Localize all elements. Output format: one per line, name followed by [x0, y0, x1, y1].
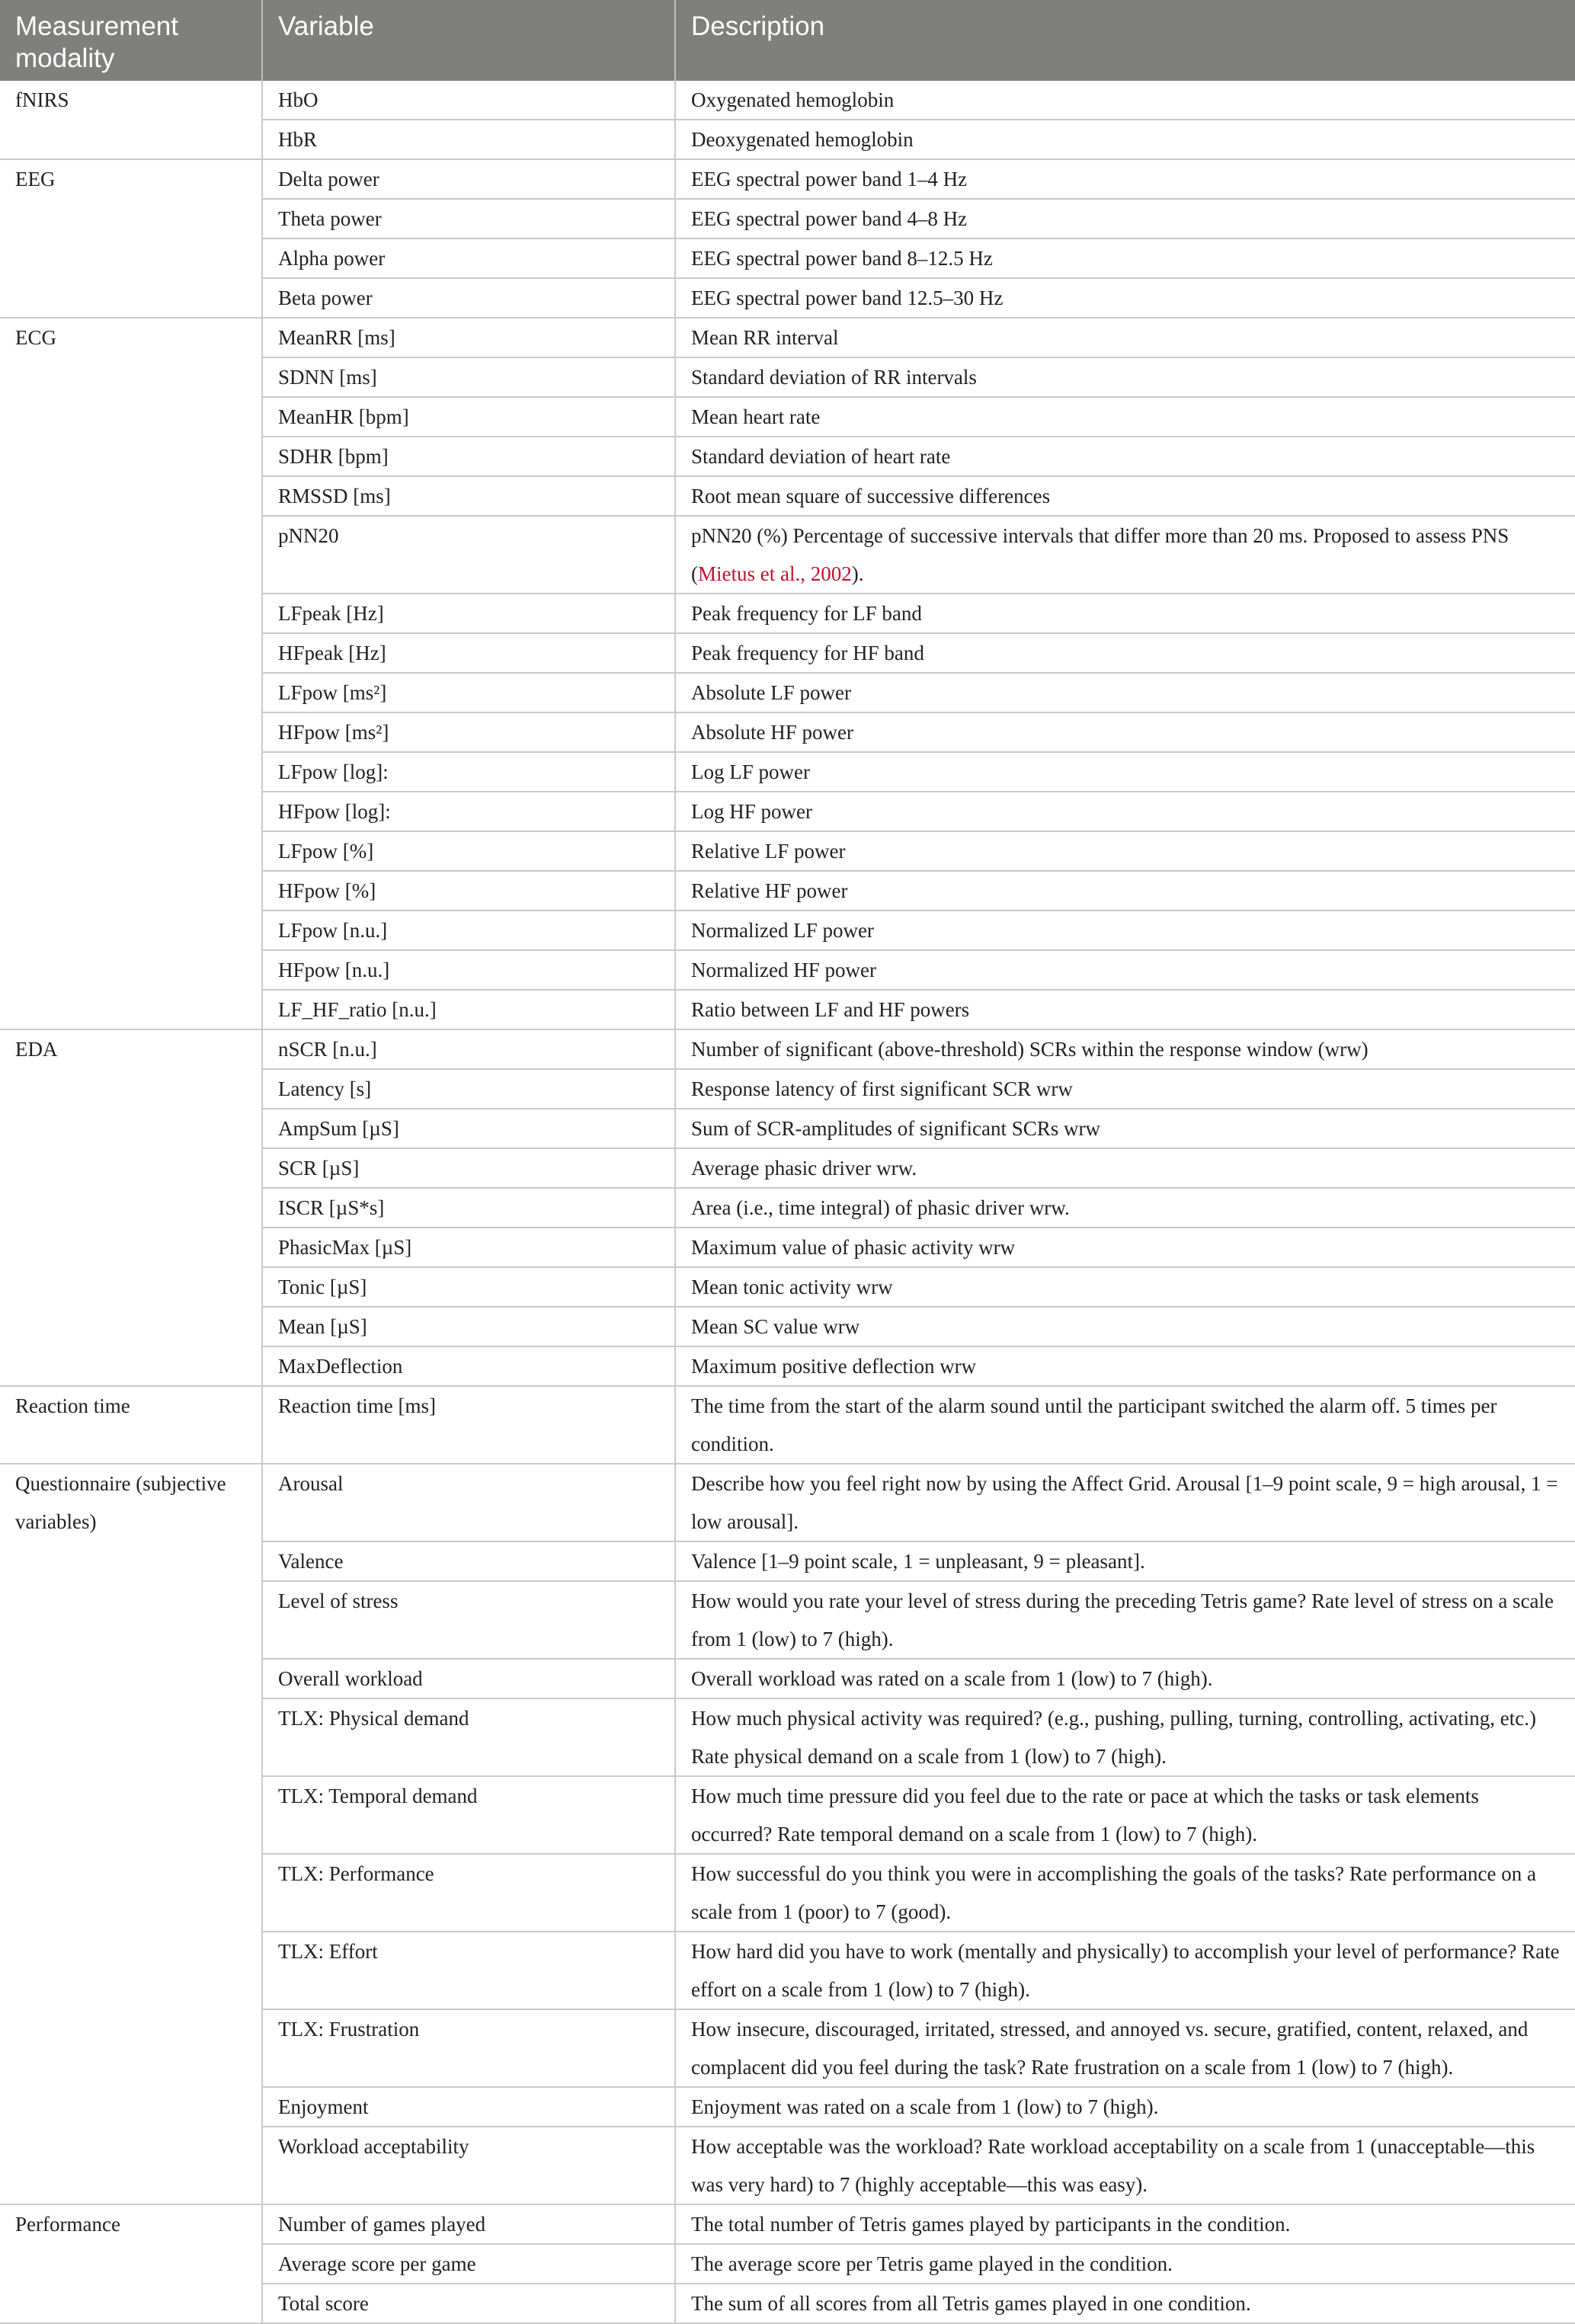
description-text: Response latency of first significant SCR wrw — [691, 1077, 1073, 1100]
description-cell — [675, 199, 1575, 238]
description-text: EEG spectral power band 1–4 Hz — [691, 168, 968, 190]
variable-cell: LFpow [ms²] — [262, 673, 675, 712]
description-text: Relative LF power — [691, 840, 846, 863]
variable-cell: HbO — [262, 81, 675, 120]
variable-cell: Delta power — [262, 159, 675, 199]
variable-cell: LFpow [log]: — [262, 752, 675, 792]
description-text: Mean RR interval — [691, 326, 839, 349]
header-variable: Variable — [262, 0, 675, 81]
description-cell — [675, 633, 1575, 673]
description-text: Describe how you feel right now by using the Affect Grid. Arousal [1–9 point scale, 9 = high arousal, 1 = low arousal]. — [691, 1472, 1558, 1533]
description-cell — [675, 437, 1575, 476]
description-text: Ratio between LF and HF powers — [691, 998, 970, 1021]
description-text-after: ). — [851, 562, 864, 585]
description-cell — [675, 1386, 1575, 1464]
description-cell — [675, 2284, 1575, 2323]
description-text: How successful do you think you were in accomplishing the goals of the tasks? Rate performance on a scale from 1 (poor) to 7 (good). — [691, 1862, 1536, 1923]
variable-cell: PhasicMax [µS] — [262, 1228, 675, 1267]
table-row — [0, 1386, 1575, 1464]
variable-cell: Average score per game — [262, 2244, 675, 2284]
description-text: Enjoyment was rated on a scale from 1 (low) to 7 (high). — [691, 2095, 1159, 2118]
variable-cell: HFpeak [Hz] — [262, 633, 675, 673]
table-row — [0, 2204, 1575, 2244]
description-cell — [675, 238, 1575, 278]
variable-cell: Mean [µS] — [262, 1307, 675, 1346]
description-text: EEG spectral power band 8–12.5 Hz — [691, 247, 993, 270]
description-text: Log LF power — [691, 760, 810, 783]
description-cell — [675, 1932, 1575, 2009]
description-text: Relative HF power — [691, 879, 848, 902]
variable-cell: Arousal — [262, 1464, 675, 1541]
description-text: How hard did you have to work (mentally and physically) to accomplish your level of performance? Rate effort on a scale from 1 (low) to 7 (high). — [691, 1940, 1560, 2001]
description-text: Average phasic driver wrw. — [691, 1157, 917, 1180]
description-text: Peak frequency for LF band — [691, 602, 922, 625]
description-cell — [675, 1464, 1575, 1541]
variable-cell: Theta power — [262, 199, 675, 238]
variable-cell: ISCR [µS*s] — [262, 1188, 675, 1228]
variable-cell: Total score — [262, 2284, 675, 2323]
description-text: Number of significant (above-threshold) SCRs within the response window (wrw) — [691, 1038, 1369, 1061]
variable-cell: Alpha power — [262, 238, 675, 278]
variable-cell: Number of games played — [262, 2204, 675, 2244]
description-text: Maximum positive deflection wrw — [691, 1355, 977, 1378]
variable-cell: TLX: Temporal demand — [262, 1776, 675, 1854]
modality-cell: EDA — [0, 1029, 262, 1386]
description-text: pNN20 (%) Percentage of successive intervals that differ more than 20 ms. Proposed to assess PNS ( — [691, 524, 1509, 585]
variable-cell: LFpeak [Hz] — [262, 594, 675, 633]
description-cell — [675, 871, 1575, 911]
table-header — [0, 0, 1575, 81]
description-text: EEG spectral power band 12.5–30 Hz — [691, 286, 1004, 309]
variable-cell: MaxDeflection — [262, 1346, 675, 1386]
description-cell — [675, 159, 1575, 199]
description-text: Oxygenated hemoglobin — [691, 88, 895, 111]
description-cell — [675, 831, 1575, 871]
description-cell — [675, 1659, 1575, 1698]
description-cell — [675, 1109, 1575, 1148]
description-cell — [675, 397, 1575, 437]
variable-cell: HbR — [262, 120, 675, 159]
description-cell — [675, 2244, 1575, 2284]
modality-cell: Reaction time — [0, 1386, 262, 1464]
variable-cell: nSCR [n.u.] — [262, 1029, 675, 1069]
description-cell — [675, 1228, 1575, 1267]
variable-cell: Overall workload — [262, 1659, 675, 1698]
variable-cell: TLX: Frustration — [262, 2009, 675, 2087]
description-cell — [675, 120, 1575, 159]
variable-cell: SDHR [bpm] — [262, 437, 675, 476]
description-text: The sum of all scores from all Tetris games played in one condition. — [691, 2292, 1251, 2315]
description-cell — [675, 1541, 1575, 1581]
description-cell — [675, 516, 1575, 594]
variable-cell: MeanRR [ms] — [262, 318, 675, 357]
description-cell — [675, 1698, 1575, 1776]
description-cell — [675, 2009, 1575, 2087]
description-text: EEG spectral power band 4–8 Hz — [691, 207, 968, 230]
variable-cell: HFpow [log]: — [262, 792, 675, 831]
description-cell — [675, 2087, 1575, 2127]
description-cell — [675, 1307, 1575, 1346]
variable-cell: Latency [s] — [262, 1069, 675, 1109]
variable-cell: Enjoyment — [262, 2087, 675, 2127]
description-text: How much physical activity was required? (e.g., pushing, pulling, turning, controlling, activating, etc.) Rate physical demand on a scale from 1 (low) to 7 (high). — [691, 1707, 1536, 1768]
description-cell — [675, 318, 1575, 357]
description-cell — [675, 1029, 1575, 1069]
description-text: Deoxygenated hemoglobin — [691, 128, 914, 151]
description-text: How would you rate your level of stress during the preceding Tetris game? Rate level of stress on a scale from 1 (low) to 7 (high). — [691, 1589, 1554, 1650]
variable-cell: Reaction time [ms] — [262, 1386, 675, 1464]
variable-cell: pNN20 — [262, 516, 675, 594]
modality-cell: fNIRS — [0, 81, 262, 159]
description-text: The total number of Tetris games played by participants in the condition. — [691, 2213, 1291, 2236]
table-row — [0, 318, 1575, 357]
description-cell — [675, 990, 1575, 1029]
description-cell — [675, 1148, 1575, 1188]
variable-cell: SDNN [ms] — [262, 357, 675, 397]
variable-cell: HFpow [n.u.] — [262, 950, 675, 990]
variable-cell: Tonic [µS] — [262, 1267, 675, 1307]
description-text: Area (i.e., time integral) of phasic driver wrw. — [691, 1196, 1070, 1219]
description-text: Normalized HF power — [691, 959, 876, 981]
description-text: Maximum value of phasic activity wrw — [691, 1236, 1016, 1259]
description-cell — [675, 712, 1575, 752]
description-cell — [675, 594, 1575, 633]
variable-cell: LF_HF_ratio [n.u.] — [262, 990, 675, 1029]
variable-cell: RMSSD [ms] — [262, 476, 675, 516]
description-text: The time from the start of the alarm sound until the participant switched the alarm off. 5 times per condition. — [691, 1394, 1497, 1455]
description-cell — [675, 1267, 1575, 1307]
description-text: Valence [1–9 point scale, 1 = unpleasant, 9 = pleasant]. — [691, 1550, 1145, 1573]
description-text: Mean heart rate — [691, 405, 821, 428]
header-description: Description — [675, 0, 1575, 81]
description-text: Normalized LF power — [691, 919, 874, 942]
description-text: Absolute HF power — [691, 721, 853, 744]
description-text: Standard deviation of heart rate — [691, 445, 951, 468]
variable-cell: Workload acceptability — [262, 2127, 675, 2204]
modality-cell: ECG — [0, 318, 262, 1029]
description-cell — [675, 950, 1575, 990]
description-cell — [675, 752, 1575, 792]
table-row — [0, 1029, 1575, 1069]
description-text: Absolute LF power — [691, 681, 851, 704]
table-body — [0, 81, 1575, 2323]
modality-cell: Performance — [0, 2204, 262, 2323]
table-row — [0, 1464, 1575, 1541]
description-text: Log HF power — [691, 800, 812, 823]
modality-cell: Questionnaire (subjective variables) — [0, 1464, 262, 2204]
description-cell — [675, 476, 1575, 516]
description-text: Root mean square of successive differences — [691, 485, 1051, 507]
modality-cell: EEG — [0, 159, 262, 318]
table-row — [0, 159, 1575, 199]
description-cell — [675, 911, 1575, 950]
description-cell — [675, 1069, 1575, 1109]
variable-cell: Valence — [262, 1541, 675, 1581]
description-cell — [675, 81, 1575, 120]
variable-cell: MeanHR [bpm] — [262, 397, 675, 437]
header-measurement-modality: Measurement modality — [0, 0, 262, 81]
description-text: Mean tonic activity wrw — [691, 1276, 893, 1298]
variable-cell: TLX: Performance — [262, 1854, 675, 1932]
citation-link[interactable]: Mietus et al., 2002 — [698, 562, 852, 585]
description-cell — [675, 2204, 1575, 2244]
variable-cell: LFpow [n.u.] — [262, 911, 675, 950]
description-text: Sum of SCR-amplitudes of significant SCRs wrw — [691, 1117, 1101, 1140]
description-text: Standard deviation of RR intervals — [691, 366, 977, 389]
variable-cell: LFpow [%] — [262, 831, 675, 871]
description-cell — [675, 1854, 1575, 1932]
description-cell — [675, 673, 1575, 712]
variable-cell: Level of stress — [262, 1581, 675, 1659]
description-text: How acceptable was the workload? Rate workload acceptability on a scale from 1 (unacceptable—this was very hard) to 7 (highly acceptable—this was easy). — [691, 2135, 1535, 2196]
description-cell — [675, 792, 1575, 831]
description-cell — [675, 357, 1575, 397]
description-text: How much time pressure did you feel due to the rate or pace at which the tasks or task elements occurred? Rate temporal demand on a scale from 1 (low) to 7 (high). — [691, 1785, 1479, 1845]
description-cell — [675, 1188, 1575, 1228]
variable-cell: SCR [µS] — [262, 1148, 675, 1188]
variable-cell: TLX: Physical demand — [262, 1698, 675, 1776]
variable-cell: TLX: Effort — [262, 1932, 675, 2009]
variable-cell: Beta power — [262, 278, 675, 318]
description-cell — [675, 2127, 1575, 2204]
description-text: Mean SC value wrw — [691, 1315, 860, 1338]
table-row — [0, 81, 1575, 120]
description-cell — [675, 1346, 1575, 1386]
description-text: How insecure, discouraged, irritated, stressed, and annoyed vs. secure, gratified, content, relaxed, and complacent did you feel during the task? Rate frustration on a scale from 1 (low) to 7 (high). — [691, 2018, 1529, 2079]
description-cell — [675, 1581, 1575, 1659]
description-text: The average score per Tetris game played in the condition. — [691, 2252, 1173, 2275]
variable-cell: HFpow [%] — [262, 871, 675, 911]
description-text: Overall workload was rated on a scale from 1 (low) to 7 (high). — [691, 1667, 1213, 1690]
variable-cell: AmpSum [µS] — [262, 1109, 675, 1148]
description-text: Peak frequency for HF band — [691, 642, 924, 664]
description-cell — [675, 1776, 1575, 1854]
description-cell — [675, 278, 1575, 318]
variable-cell: HFpow [ms²] — [262, 712, 675, 752]
